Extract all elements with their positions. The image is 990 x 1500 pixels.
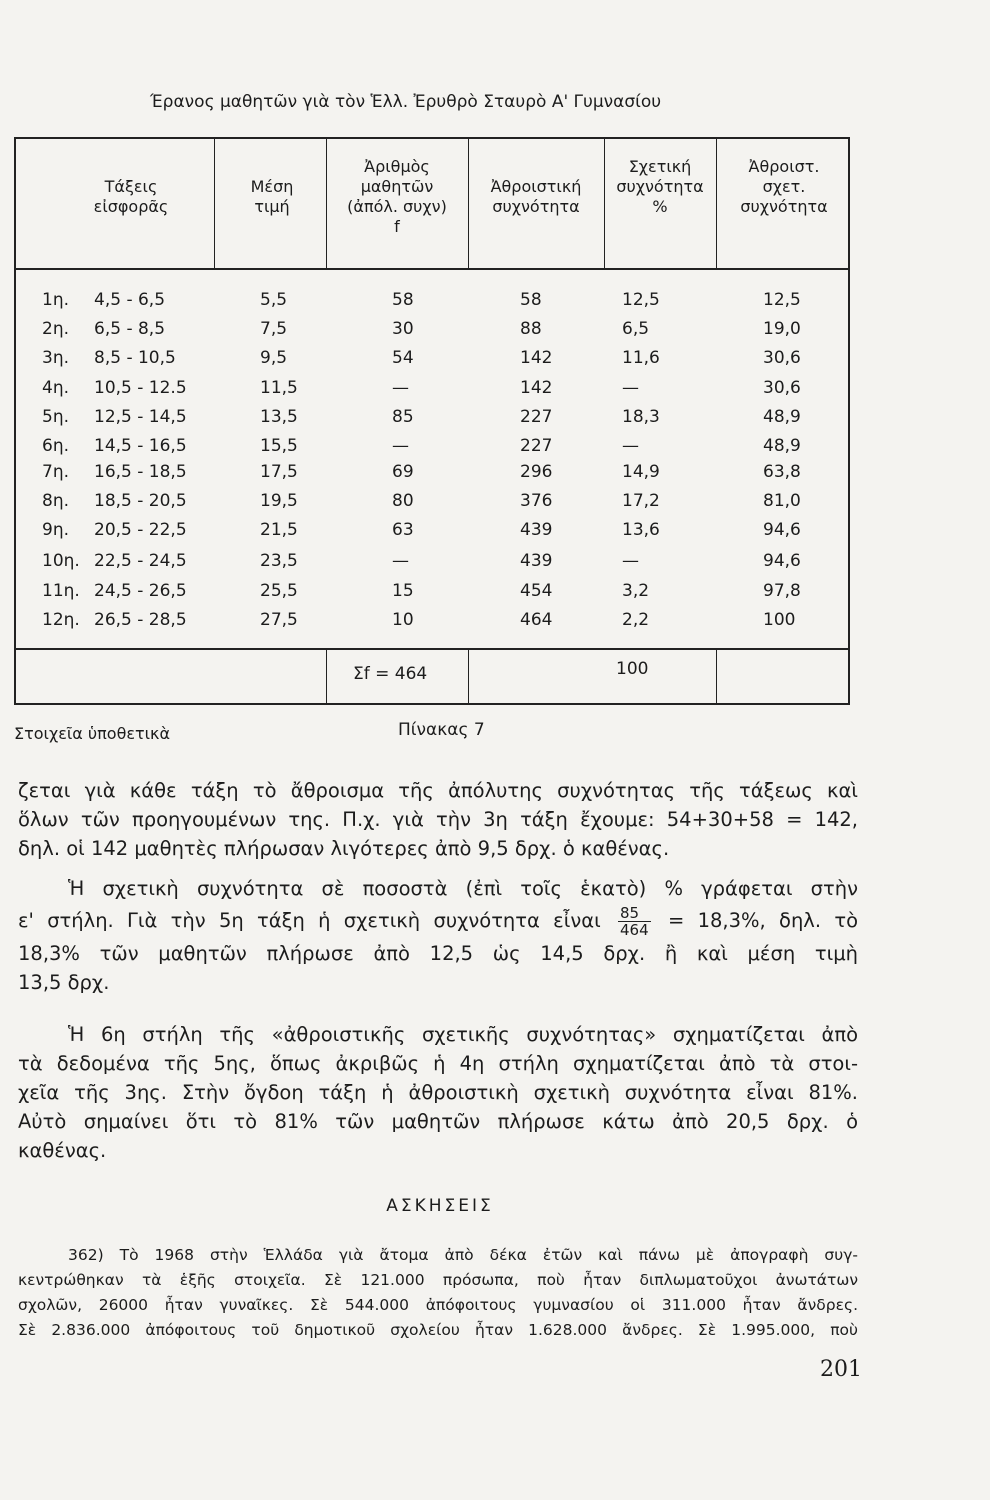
header-cumulative: Ἀθροιστική συχνότητα: [490, 177, 582, 216]
header-cum-relative: Ἀθροιστ. σχετ. συχνότητα: [740, 157, 828, 216]
table-row: 2η. 6,5 - 8,5 7,5 30 88 6,5 19,0: [42, 319, 801, 339]
table-row: 12η. 26,5 - 28,5 27,5 10 464 2,2 100: [42, 610, 796, 630]
relative-total: 100: [616, 659, 649, 679]
table-row: 5η. 12,5 - 14,5 13,5 85 227 18,3 48,9: [42, 407, 801, 427]
source-label: Στοιχεῖα ὑποθετικὰ: [14, 724, 171, 743]
total-rule: [16, 648, 848, 650]
column-divider: [716, 649, 717, 705]
table-row: 1η. 4,5 - 6,5 5,5 58 58 12,5 12,5: [42, 290, 801, 310]
header-students: Ἀριθμὸς μαθητῶν (ἀπόλ. συχν) f: [347, 157, 447, 236]
table-row: 6η. 14,5 - 16,5 15,5 — 227 — 48,9: [42, 436, 801, 456]
table-row: 11η. 24,5 - 26,5 25,5 15 454 3,2 97,8: [42, 581, 801, 601]
fraction: $\frac{85}{464}$: [619, 904, 649, 939]
table-row: 4η. 10,5 - 12.5 11,5 — 142 — 30,6: [42, 378, 801, 398]
table-row: 7η. 16,5 - 18,5 17,5 69 296 14,9 63,8: [42, 462, 801, 482]
column-divider: [326, 649, 327, 705]
frequency-total: Σf = 464: [353, 664, 428, 684]
table-row: 9η. 20,5 - 22,5 21,5 63 439 13,6 94,6: [42, 520, 801, 540]
header-rule: [16, 268, 848, 270]
frequency-table: [14, 137, 850, 705]
exercises-heading: ΑΣΚΗΣΕΙΣ: [386, 1196, 494, 1216]
paragraph-cum-relative: Ἡ 6η στήλη τῆς «ἀθροιστικῆς σχετικῆς συχνότητας» σχηματίζεται ἀπὸ τὰ δεδομένα τῆς 5ης, ὅπως ἀκριβῶς ἡ 4η στήλη σχηματίζεται ἀπὸ τὰ στοι- χεῖα τῆς 3ης. Στὴν ὄγδοη τάξη ἡ ἀθροιστικὴ σχετικὴ συχνότητα εἶναι 81%. Αὐτὸ σημαίνει ὅτι τὸ 81% τῶν μαθητῶν πλήρωσε κάτω ἀπὸ 20,5 δρχ. ὁ καθένας.: [18, 1023, 858, 1162]
table-row: 8η. 18,5 - 20,5 19,5 80 376 17,2 81,0: [42, 491, 801, 511]
paragraph-cumulative: ζεται γιὰ κάθε τάξη τὸ ἄθροισμα τῆς ἀπόλυτης συχνότητας τῆς τάξεως καὶ ὅλων τῶν προηγουμένων της. Π.χ. γιὰ τὴν 3η τάξη ἔχουμε: 54+30+58 = 142, δηλ. οἱ 142 μαθητὲς πλήρωσαν λιγότερες ἀπὸ 9,5 δρχ. ὁ καθένας.: [18, 779, 858, 860]
table-row: 10η. 22,5 - 24,5 23,5 — 439 — 94,6: [42, 551, 801, 571]
table-caption: Πίνακας 7: [398, 720, 485, 740]
header-relative: Σχετική συχνότητα %: [616, 157, 704, 216]
header-midpoint: Μέση τιμή: [250, 177, 294, 216]
column-divider: [214, 139, 215, 270]
table-title: Έρανος μαθητῶν γιὰ τὸν Ἑλλ. Ἐρυθρὸ Σταυρὸ Α' Γυμνασίου: [150, 92, 662, 112]
page-number: 201: [820, 1357, 862, 1382]
exercise-362: 362) Τὸ 1968 στὴν Ἑλλάδα γιὰ ἄτομα ἀπὸ δέκα ἐτῶν καὶ πάνω μὲ ἀπογραφὴ συγ- κεντρώθηκαν τὰ ἑξῆς στοιχεῖα. Σὲ 121.000 πρόσωπα, ποὺ ἦταν διπλωματοῦχοι ἀνωτάτων σχολῶν, 26000 ἦταν γυναῖκες. Σὲ 544.000 ἀπόφοιτους γυμνασίου οἱ 311.000 ἦταν ἄνδρες. Σὲ 2.836.000 ἀπόφοιτους τοῦ δημοτικοῦ σχολείου ἦταν 1.628.000 ἄνδρες. Σὲ 1.995.000, ποὺ: [18, 1246, 858, 1339]
column-divider: [468, 649, 469, 705]
paragraph-relative: Ἡ σχετικὴ συχνότητα σὲ ποσοστὰ (ἐπὶ τοῖς ἑκατὸ) % γράφεται στὴν ε' στήλη. Γιὰ τὴν 5η τάξη ἡ σχετικὴ συχνότητα εἶναι $\frac{85}{464}$ = 18,3%, δηλ. τὸ 18,3% τῶν μαθητῶν πλήρωσε ἀπὸ 12,5 ὡς 14,5 δρχ. ἢ καὶ μέση τιμὴ 13,5 δρχ.: [18, 877, 859, 994]
header-classes: Τάξεις εἰσφορᾶς: [93, 177, 169, 216]
table-row: 3η. 8,5 - 10,5 9,5 54 142 11,6 30,6: [42, 348, 801, 368]
